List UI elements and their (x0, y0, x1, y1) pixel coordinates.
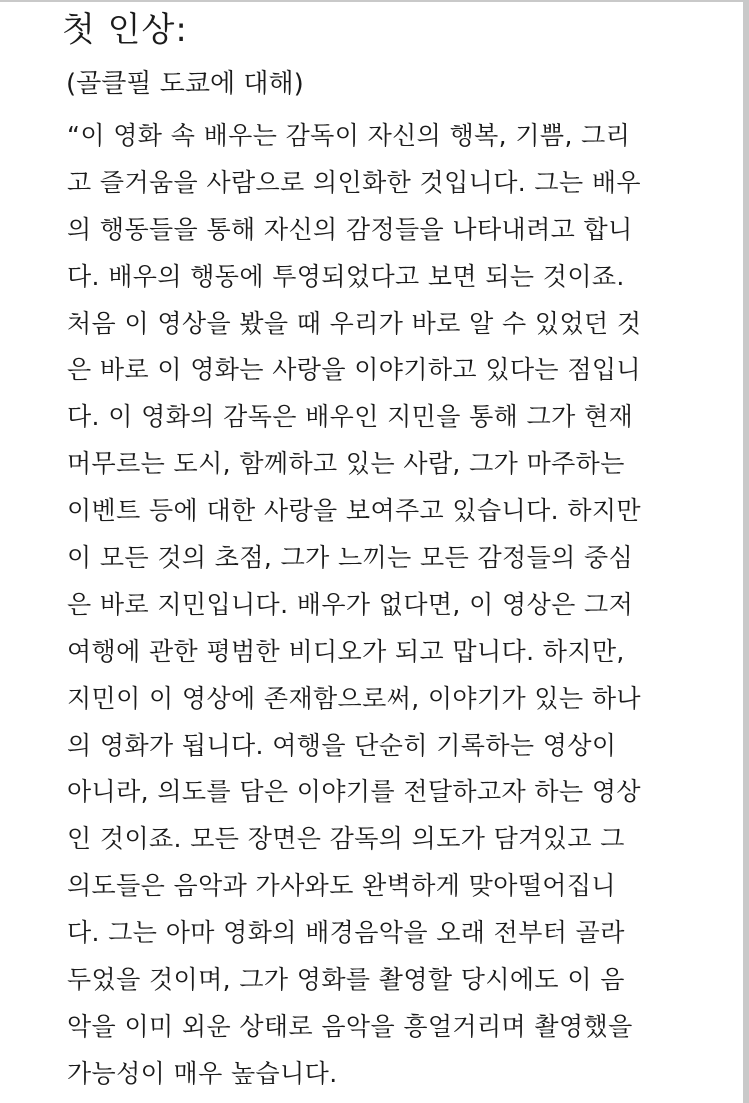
text-line: 여행에 관한 평범한 비디오가 되고 맙니다. 하지만, (67, 636, 625, 666)
text-line: 이벤트 등에 대한 사랑을 보여주고 있습니다. 하지만 (67, 496, 641, 526)
text-line: 가능성이 매우 높습니다. (67, 1058, 338, 1088)
text-line: 다. 그는 아마 영화의 배경음악을 오래 전부터 골라 (67, 918, 625, 948)
subheading: (골클필 도쿄에 대해) (66, 69, 304, 99)
text-line: 이 모든 것의 초점, 그가 느끼는 모든 감정들의 중심 (67, 543, 634, 573)
text-line: “이 영화 속 배우는 감독이 자신의 행복, 기쁨, 그리 (67, 121, 631, 150)
heading: 첫 인상: (62, 10, 188, 50)
text-line: 은 바로 이 영화는 사랑을 이야기하고 있다는 점입니 (67, 355, 641, 385)
text-line: 악을 이미 외운 상태로 음악을 흥얼거리며 촬영했을 (67, 1011, 633, 1041)
text-line: 인 것이죠. 모든 장면은 감독의 의도가 담겨있고 그 (67, 824, 625, 854)
text-line: 머무르는 도시, 함께하고 있는 사람, 그가 마주하는 (67, 449, 625, 479)
body-text (67, 113, 641, 1098)
text-line: 고 즐거움을 사람으로 의인화한 것입니다. 그는 배우 (67, 167, 641, 197)
text-line: 두었을 것이며, 그가 영화를 촬영할 당시에도 이 음 (67, 965, 625, 995)
text-line: 다. 이 영화의 감독은 배우인 지민을 통해 그가 현재 (67, 402, 634, 432)
text-line: 은 바로 지민입니다. 배우가 없다면, 이 영상은 그저 (67, 589, 634, 619)
text-line: 처음 이 영상을 봤을 때 우리가 바로 알 수 있었던 것 (67, 308, 642, 338)
text-line: 다. 배우의 행동에 투영되었다고 보면 되는 것이죠. (67, 261, 625, 291)
text-line: 의도들은 음악과 가사와도 완벽하게 맞아떨어집니 (67, 871, 616, 901)
text-line: 지민이 이 영상에 존재함으로써, 이야기가 있는 하나 (67, 683, 641, 713)
text-line: 의 영화가 됩니다. 여행을 단순히 기록하는 영상이 (67, 730, 617, 760)
text-line: 의 행동들을 통해 자신의 감정들을 나타내려고 합니 (67, 214, 633, 244)
text-line: 아니라, 의도를 담은 이야기를 전달하고자 하는 영상 (67, 777, 641, 807)
